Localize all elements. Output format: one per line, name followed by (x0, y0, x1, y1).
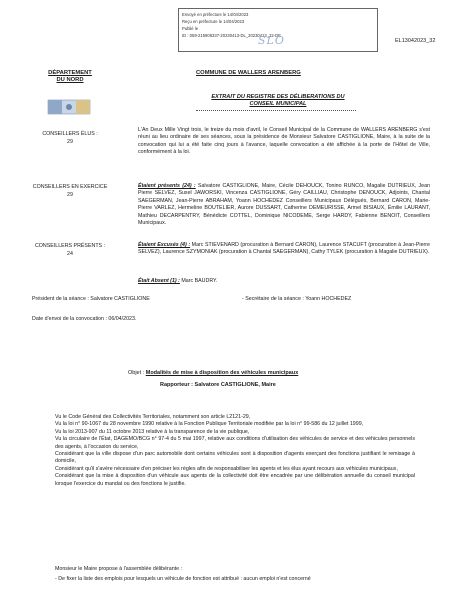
rapporteur-line: Rapporteur : Salvatore CASTIGLIONE, Maire (160, 382, 276, 388)
session-president: Président de la séance : Salvatore CASTIGLIONE (32, 296, 150, 302)
extract-title (178, 94, 378, 108)
consideration-item: Considérant qu'il s'avère nécessaire d'en préciser les règles afin de responsabiliser les agents et les élus ayant recours aux véhicules municipaux, (55, 465, 398, 472)
extract-title-line-1: EXTRAIT DU REGISTRE DES DÉLIBERATIONS DU (211, 94, 345, 100)
present-councillors-label (15, 242, 125, 258)
convocation-date: Date d'envoi de la convocation : 06/04/2023. (32, 316, 137, 322)
coat-of-arms-icon (44, 98, 94, 118)
excused-members (138, 242, 430, 257)
consideration-item: Considérant que la ville dispose d'un parc automobile dont certains véhicules sont à disposition d'agents exerçant des fonctions justifiant le remisage à domicile, (55, 451, 415, 465)
stamp-sent-line: Envoyé en préfecture le 14/04/2023 (182, 12, 249, 17)
mayor-proposal: Monsieur le Maire propose à l'assemblée délibérante : (55, 566, 183, 572)
stamp-published-line: Publié le (182, 26, 199, 31)
serving-title: CONSEILLERS EN EXERCICE (32, 184, 108, 190)
department-line-1: DÉPARTEMENT (48, 70, 92, 76)
excused-members-list: Marc STIEVENARD (procuration à Bernard CARON), Laurence STACUFT (procuration à Jean-Pierre SELVEZ), Laurence SZYMONIAK (procuration à Chantal SAEGERMAN), Cathy TYLEK (procuration à Magalie DUTRIEUX). (138, 242, 431, 256)
subject-line (128, 370, 298, 376)
consideration-item: Vu la circulaire de l'État, DAGEMO/BCG n° 97-4 du 5 mai 1997, relative aux conditions d'utilisation des véhicules de service et des véhicules personnels des agents, à l'occasion du service, (55, 436, 415, 450)
elected-councillors-label (15, 130, 125, 146)
meeting-intro: L'An Deux Mille Vingt trois, le treize du mois d'avril, le Conseil Municipal de la Commune de WALLERS ARENBERG s'est réuni au lieu ordinaire de ses séances, sous la présidence de Monsieur Salvatore CASTIGLIONE, Maire, à la suite de la convocation qui lui a été faite cinq jours à l'avance, laquelle convocation a été affichée à la porte de l'Hôtel de Ville, conformément à la loi. (138, 127, 430, 156)
handwritten-annotation: SLO (258, 34, 285, 47)
serving-count: 29 (67, 192, 73, 198)
proposal-item: - De fixer la liste des emplois pour lesquels un véhicule de fonction est attribué : aucun emploi n'est concerné (55, 576, 311, 582)
stamp-received-line: Reçu en préfecture le 14/04/2023 (182, 19, 245, 24)
serving-councillors-label (15, 183, 125, 199)
department-line-2: DU NORD (56, 77, 84, 83)
consideration-item: Considérant que la mise à disposition d'un véhicule aux agents de la collectivité doit être encadrée par une délibération annuelle du conseil municipal lorsque l'exercice du mandat ou des fonctions le justifie. (55, 473, 415, 487)
excused-members-title: Étaient Excusés (4) : (138, 242, 191, 248)
title-divider (196, 110, 356, 111)
present-members (138, 183, 430, 227)
extract-title-line-2: CONSEIL MUNICIPAL (249, 101, 307, 107)
subject-prefix: Objet : (128, 370, 146, 376)
present-members-list: Salvatore CASTIGLIONE, Maire, Cécile DEHOUCK, Tonino RUNCO, Magalie DUTRIEUX, Jean Pierre SELVEZ, Susel JAWORSKI, Vincenza CASTIGLIONE, Géry CAILLIAU, Christophe DENOUCK, Adjoints, Chantal SAEGERMAN, Jean-Pierre ABRAHAM, Yoann HOCHEDEZ Conseillers Municipaux Délégués, Bernard CARON, Marie-Pierre VARLEZ, Hermeline BOUTELIER, Aurore DUSSART, Catherine DEMEURISSE, Armel BISIAUX, Émilie LAURANT, Mathieu DECARPENTRY, Bénédicte COTTEL, Dominique NICODEME, Serge HARDY, Fabienne BENOIT, Conseillers Municipaux. (138, 183, 430, 227)
subject-text: Modalités de mise à disposition des véhicules municipaux (145, 370, 299, 376)
absent-members (138, 278, 430, 285)
consideration-item: Vu le Code Général des Collectivités Territoriales, notamment son article L2121-29, (55, 414, 251, 420)
elected-count: 29 (67, 139, 73, 145)
consideration-item: Vu la loi 2013-907 du 11 octobre 2013 relative à la transparence de la vie publique, (55, 428, 250, 435)
stamp-id-line: ID : 059-215906337-20230413-DL_20230413_22-DE (182, 33, 281, 38)
present-title: CONSEILLERS PRÉSENTS : (34, 243, 106, 249)
absent-members-list: Marc BAUDRY. (179, 278, 218, 284)
present-members-title: Étaient présents (24) : (138, 183, 196, 189)
commune-heading: COMMUNE DE WALLERS ARENBERG (196, 70, 301, 76)
present-count: 24 (67, 251, 73, 257)
elected-title: CONSEILLERS ÉLUS : (42, 131, 98, 137)
department-heading (35, 70, 105, 84)
legal-considerations (55, 414, 415, 488)
consideration-item: Vu la loi n° 90-1067 du 28 novembre 1990 relative à la Fonction Publique Territoriale modifiée par la loi n° 99-586 du 12 juillet 1999, (55, 421, 364, 428)
absent-members-title: Était Absent (1) : (138, 278, 180, 284)
document-reference: EL13042023_32 (395, 38, 436, 44)
session-secretary: - Secrétaire de la séance : Yoann HOCHEDEZ (242, 296, 352, 302)
